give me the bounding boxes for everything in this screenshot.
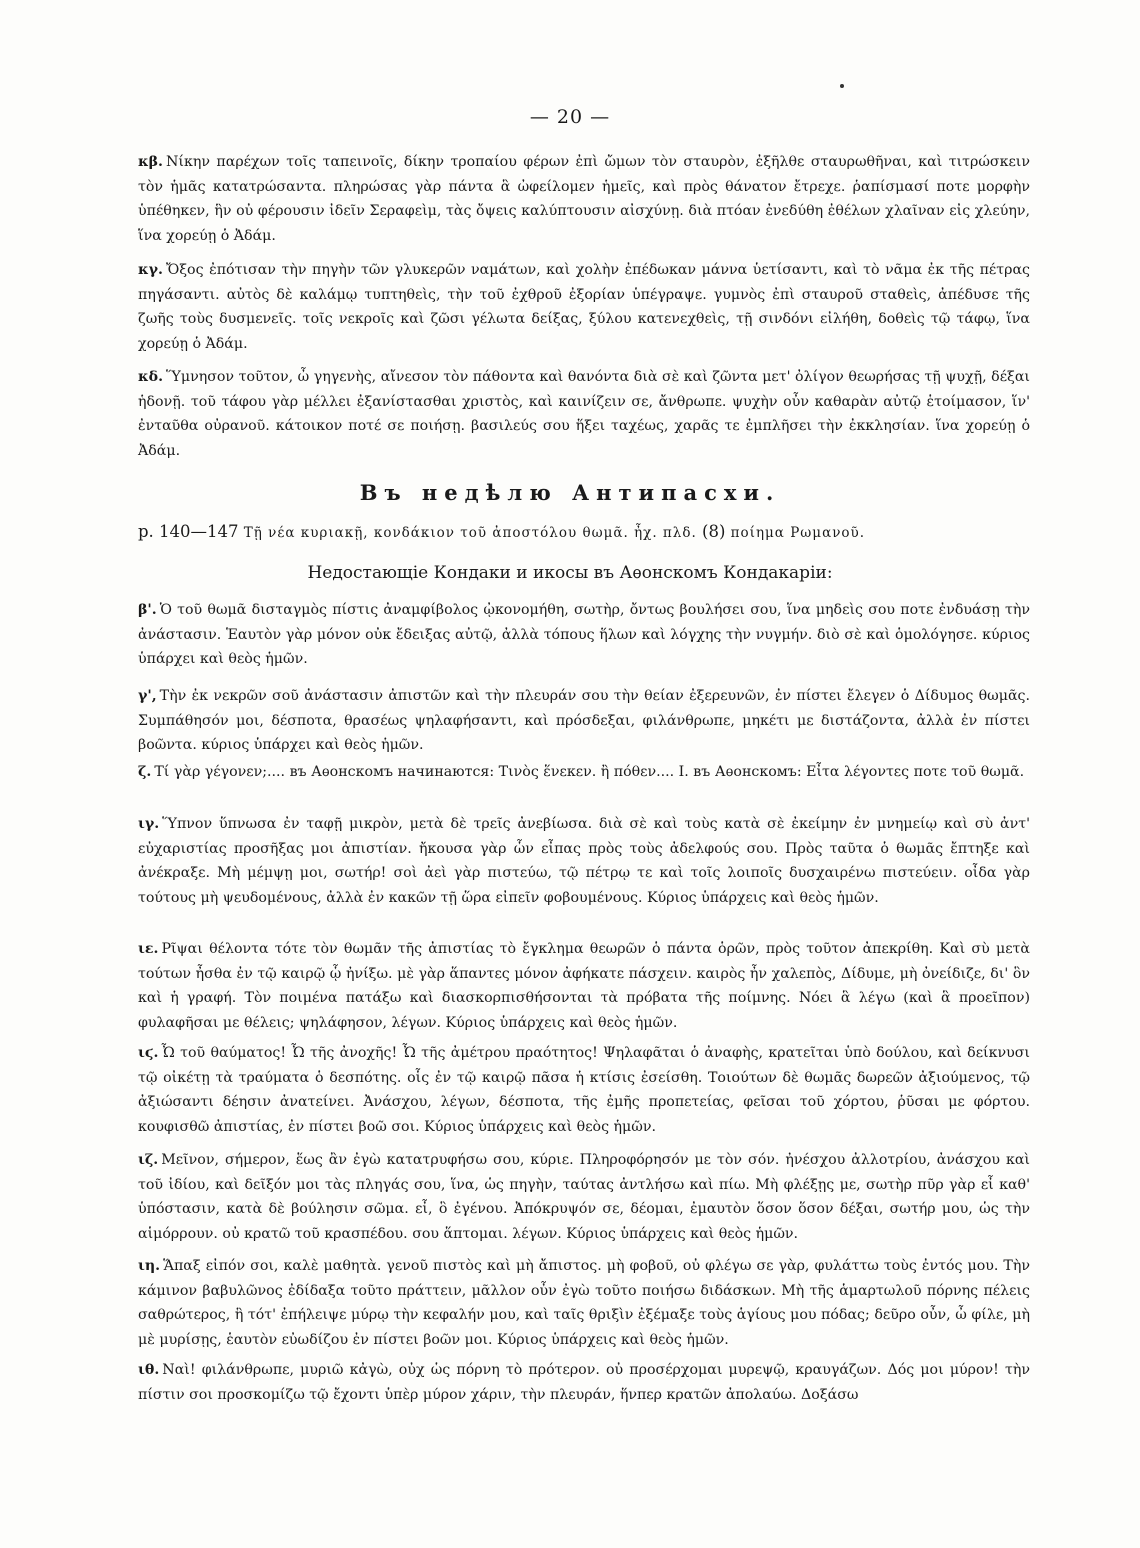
subheading: Недостающіе Кондаки и икосы въ Аѳонскомъ Кондакаріи: [307,563,833,583]
stanza-23 [138,258,1030,356]
stanza-24 [138,365,1030,463]
section-heading: Въ недѣлю Антипасхи. [359,480,781,505]
stanza-22 [138,150,1030,248]
stanza-text: Τὴν ἐκ νεκρῶν σοῦ ἀνάστασιν ἀπιστῶν καὶ τὴν πλευράν σου τὴν θείαν ἐξερευνῶν, ἐν πίστει ἔλεγεν ὁ Δίδυμος θωμᾶς. Συμπάθησόν μοι, δέσποτα, θρασέως ψηλαφήσαντι, καὶ πρόσδεξαι, φιλάνθρωπε, μηκέτι με διστάζοντα, ἀλλὰ ἐν πίστει βοῶντα. κύριος ὑπάρχει καὶ θεὸς ἡμῶν. [138,688,1030,754]
stanza-15 [138,937,1030,1035]
stanza-3 [138,684,1030,758]
stanza-text: Ὕμνησον τοῦτον, ὦ γηγενὴς, αἴνεσον τὸν πάθοντα καὶ θανόντα διὰ σὲ καὶ ζῶντα μετ' ὀλίγον θεωρήσας τῇ ψυχῇ, δέξαι ἡδονῇ. τοῦ τάφου γὰρ μέλλει ἐξανίστασθαι χριστὸς, καὶ καινίζειν σε, ἄνθρωπε. ψυχὴν οὖν καθαρὰν αὐτῷ ἑτοίμασον, ἵν' ἐνταῦθα οὐρανοῦ. κάτοικον ποτέ σε ποιήσῃ. βασιλεύς σου ἥξει ταχέως, χαρᾶς τε ἐμπλῆσει τὴν ἐκκλησίαν. ἵνα χορεύῃ ὁ Ἀδάμ. [138,369,1030,459]
stanza-13 [138,812,1030,910]
stanza-text: Ὄξος ἐπότισαν τὴν πηγὴν τῶν γλυκερῶν ναμάτων, καὶ χολὴν ἐπέδωκαν μάννα ὑετίσαντι, καὶ τὸ νᾶμα ἐκ τῆς πέτρας πηγάσαντι. αὐτὸς δὲ καλάμῳ τυπτηθεὶς, τὴν τοῦ ἐχθροῦ ἐξορίαν ὑπέγραψε. γυμνὸς ἐπὶ σταυροῦ σταθεὶς, ἀπέδυσε τῆς ζωῆς τοὺς δυσμενεῖς. τοῖς νεκροῖς καὶ ζῶσι γέλωτα δείξας, ξύλου κατενεχθεὶς, τῇ σινδόνι εἰλήθη, δοθεὶς τῷ τάφῳ, ἵνα χορεύῃ ὁ Ἀδάμ. [138,262,1030,352]
stanza-text: Μεῖνον, σήμερον, ἕως ἂν ἐγὼ κατατρυφήσω σου, κύριε. Πληροφόρησόν με τὸν σόν. ἠνέσχου ἀλλοτρίου, ἀνάσχου καὶ τοῦ ἰδίου, καὶ δεῖξόν μοι τὰς πληγάς σου, ἵνα, ὡς πηγὴν, ταύτας ἀντλήσω καὶ πίω. Μὴ φλέξῃς με, σωτὴρ πῦρ γὰρ εἶ καθ' ὑπόστασιν, κατὰ δὲ βούλησιν σῶμα. εἶ, ὃ ἐγένου. Ἀπόκρυψόν σε, δέομαι, ἐμαυτὸν ὅσον ὅσον δέξαι, σωτήρ μου, ὡς τὴν αἱμόρρουν. οὐ κρατῶ τοῦ κρασπέδου. σου ἅπτομαι. λέγων. Κύριος ὑπάρχεις καὶ θεὸς ἡμῶν. [138,1152,1030,1242]
stanza-number: ιε. [138,941,159,957]
stanza-number: ιϛ. [138,1045,159,1061]
reference-line [138,522,1038,541]
stanza-17 [138,1148,1030,1246]
kontakion-title: Τῇ νέα κυριακῇ, κονδάκιον τοῦ ἀποστόλου θωμᾶ. ἦχ. πλδ. [243,525,697,541]
stanza-number: κδ. [138,369,164,385]
stanza-number: κγ. [138,262,163,278]
stanza-number: ζ. [138,764,152,780]
stanza-number: ιθ. [138,1362,160,1378]
mode-number: (8) [702,522,726,541]
page-number: — 20 — [529,106,611,128]
stanza-18 [138,1254,1030,1352]
stanza-text: Ὦ τοῦ θαύματος! Ὦ τῆς ἀνοχῆς! Ὦ τῆς ἀμέτρου πραότητος! Ψηλαφᾶται ὁ ἀναφὴς, κρατεῖται ὑπὸ δούλου, καὶ δείκνυσι τῷ οἰκέτῃ τὰ τραύματα ὁ δεσπότης. οἷς ἐν τῷ καιρῷ πᾶσα ἡ κτίσις ἐσείσθη. Τοιούτων δὲ θωμᾶς δωρεῶν ἀξιούμενος, τῷ ἀξιώσαντι δέησιν ἀνατείνει. Ἀνάσχου, λέγων, δέσποτα, τῆς ἐμῆς προπετείας, φεῖσαι τοῦ χόρτου, ῥῦσαι με φόρτου. κουφισθῶ ἀπιστίας, ἐν πίστει βοῶ σοι. Κύριος ὑπάρχεις καὶ θεὸς ἡμῶν. [138,1045,1030,1135]
stanza-number: ιζ. [138,1152,159,1168]
stanza-text: Νίκην παρέχων τοῖς ταπεινοῖς, δίκην τροπαίου φέρων ἐπὶ ὤμων τὸν σταυρὸν, ἐξῆλθε σταυρωθῆναι, καὶ τιτρώσκειν τὸν ἡμᾶς κατατρώσαντα. πληρώσας γὰρ πάντα ἃ ὠφείλομεν ἡμεῖς, καὶ πρὸς θάνατον ἔτρεχε. ῥαπίσμασί ποτε μορφὴν ὑπέθηκεν, ἣν οὐ φέρουσιν ἰδεῖν Σεραφεὶμ, τὰς ὄψεις καλύπτουσιν αἰσχύνῃ. διὰ πτόαν ἐνεδύθη ἐθέλων χλαῖναν εἰς χλεύην, ἵνα χορεύῃ ὁ Ἀδάμ. [138,154,1030,244]
stanza-text: Ρῖψαι θέλοντα τότε τὸν θωμᾶν τῆς ἀπιστίας τὸ ἔγκλημα θεωρῶν ὁ πάντα ὁρῶν, πρὸς τοῦτον ἀπεκρίθη. Καὶ σὺ μετὰ τούτων ἦσθα ἐν τῷ καιρῷ ᾧ ἠνίξω. μὲ γὰρ ἅπαντες μόνον ἀφήκατε πάσχειν. καιρὸς ἦν χαλεπὸς, Δίδυμε, μὴ ὀνείδιζε, δι' ὃν καὶ ἡ γραφή. Τὸν ποιμένα πατάξω καὶ διασκορπισθήσονται τὰ πρόβατα τῆς ποίμνης. Νόει ἃ λέγω (καὶ ἃ προεῖπον) φυλαφῆσαι με θέλεις; ψηλάφησον, λέγων. Κύριος ὑπάρχεις καὶ θεὸς ἡμῶν. [138,941,1030,1031]
stanza-text: Ἅπαξ εἰπόν σοι, καλὲ μαθητὰ. γενοῦ πιστὸς καὶ μὴ ἄπιστος. μὴ φοβοῦ, οὐ φλέγω σε γὰρ, φυλάττω τοὺς ἐντός μου. Τὴν κάμινον βαβυλῶνος ἐδίδαξα τοῦτο πράττειν, μᾶλλον οὖν ἐγὼ τοῦτο ποιήσω διδάσκων. Μὴ τῆς ἁμαρτωλοῦ πόρνης πέλεις σαθρώτερος, ἣ τότ' ἐπήλειψε μύρῳ τὴν κεφαλήν μου, καὶ ταῖς θριξὶν ἐξέμαξε τοὺς ἁγίους μου πόδας; δεῦρο οὖν, ὦ φίλε, μὴ μὲ μυρίσῃς, ἑαυτὸν εὐωδίζου ἐν πίστει βοῶν μοι. Κύριος ὑπάρχεις καὶ θεὸς ἡμῶν. [138,1258,1030,1348]
stanza-2 [138,598,1030,672]
stanza-number: β'. [138,602,157,618]
stanza-number: κβ. [138,154,163,170]
stanza-16 [138,1041,1030,1139]
stanza-text: Ὕπνον ὕπνωσα ἐν ταφῇ μικρὸν, μετὰ δὲ τρεῖς ἀνεβίωσα. διὰ σὲ καὶ τοὺς κατὰ σὲ ἐκείμην ἐν μνημείῳ καὶ σὺ ἀντ' εὐχαριστίας προσῆξας μοι ἀπιστίαν. ἤκουσα γὰρ ὧν εἶπας πρὸς τοὺς ἀδελφούς σου. Πρὸς ταῦτα ὁ θωμᾶς ἔπτηξε καὶ ἀνέκραξε. Μὴ μέμψῃ μοι, σωτήρ! σοὶ ἀεὶ γὰρ πιστεύω, τῷ πέτρῳ τε καὶ τοῖς λοιποῖς δυσχαιρένω πιστεύειν. οἶδα γὰρ τούτους μὴ ψευδομένους, ἀλλὰ ἐν κακῶν τῇ ὥρα εἰπεῖν φοβουμένους. Κύριος ὑπάρχεις καὶ θεὸς ἡμῶν. [138,816,1030,906]
stanza-number: γ', [138,688,157,704]
stanza-19 [138,1358,1030,1407]
stanza-number: ιη. [138,1258,161,1274]
stanza-text: Τί γὰρ γέγονεν;.... въ Аѳонскомъ начинаются: Τινὸς ἕνεκεν. ἢ πόθεν.... Ι. въ Аѳонскомъ: Εἶτα λέγοντες ποτε τοῦ θωμᾶ. [154,764,1025,780]
stanza-number: ιγ. [138,816,160,832]
stanza-text: Ὁ τοῦ θωμᾶ δισταγμὸς πίστις ἀναμφίβολος ᾠκονομήθη, σωτὴρ, ὄντως βουλήσει σου, ἵνα μηδεὶς σου ποτε ἐνδυάσῃ τὴν ἀνάστασιν. Ἑαυτὸν γὰρ μόνον οὐκ ἔδειξας αὐτῷ, ἀλλὰ τόπους ἥλων καὶ λόγχης τὴν νυγμήν. διὸ σὲ καὶ ὁμολόγησε. κύριος ὑπάρχει καὶ θεὸς ἡμῶν. [138,602,1030,668]
stanza-7-note [138,760,1030,785]
page-reference: р. 140—147 [138,522,239,541]
author-attribution: ποίημα Ρωμανοῦ. [730,525,866,541]
stanza-text: Ναὶ! φιλάνθρωπε, μυριῶ κἀγὼ, οὐχ ὡς πόρνη τὸ πρότερον. οὐ προσέρχομαι μυρεψῷ, κραυγάζων. Δός μοι μύρον! τὴν πίστιν σοι προσκομίζω τῷ ἔχοντι ὑπὲρ μύρον χάριν, τὴν πλευράν, ἥνπερ κρατῶν ἀπολαύω. Δοξάσω [138,1362,1030,1403]
ink-speck [840,84,844,88]
